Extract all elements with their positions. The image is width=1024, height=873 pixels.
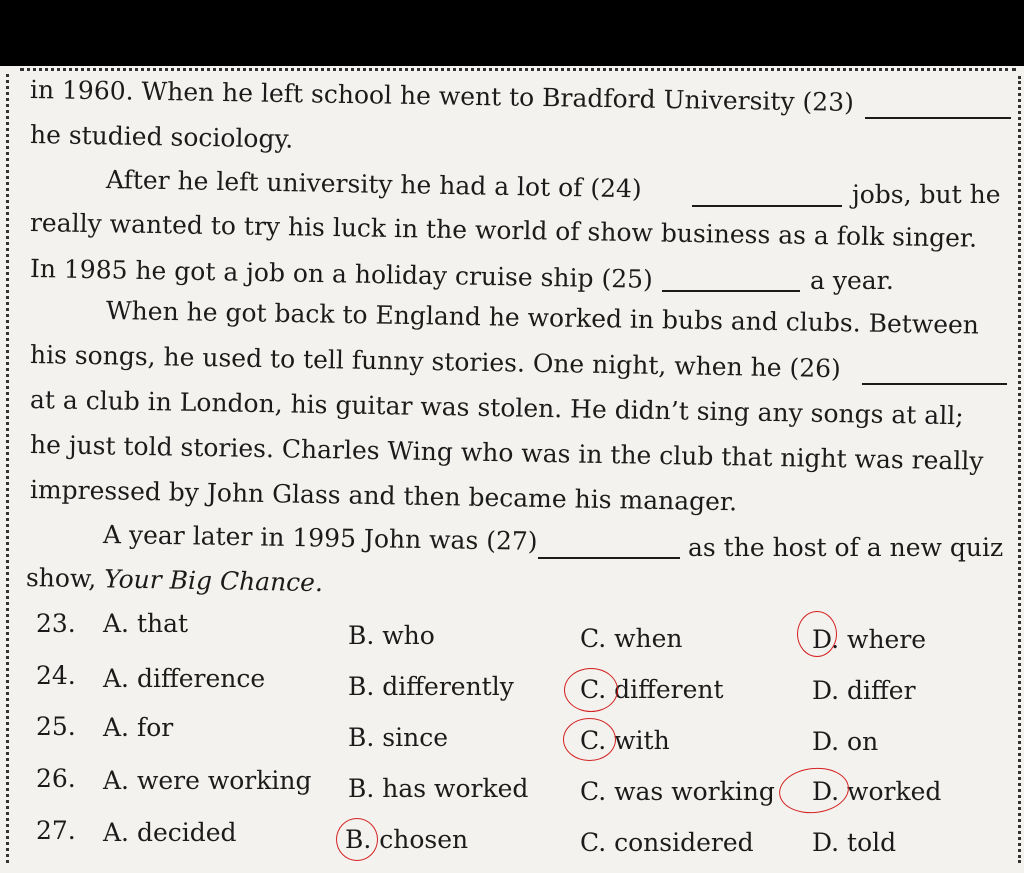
option-a[interactable]: A. for [103,713,174,742]
option-d[interactable]: D. on [812,727,879,756]
show-title: Your Big Chance. [104,564,324,598]
passage-line-11-start: A year later in 1995 John was (27) [102,520,538,556]
blank-23 [865,117,1011,119]
passage-line-9: he just told stories. Charles Wing who was in the club that night was really [29,430,984,476]
passage-line-6: When he got back to England he worked in bubs and clubs. Between [105,296,980,340]
answer-circle-25 [563,718,616,761]
blank-26 [862,383,1007,385]
passage-line-5-end: a year. [810,266,894,295]
passage-line-11-end: as the host of a new quiz [688,533,1004,562]
question-number: 24. [36,661,76,690]
passage-line-1: in 1960. When he left school he went to Bradford University (23) [29,75,855,117]
question-number: 25. [36,712,76,741]
answer-circle-23 [797,611,837,657]
option-d[interactable]: D. differ [812,676,916,705]
option-b[interactable]: B. has worked [348,774,529,803]
option-a[interactable]: A. difference [103,664,266,693]
passage-line-3-start: After he left university he had a lot of (24) [105,165,642,204]
question-number: 26. [36,764,76,793]
option-b[interactable]: B. since [348,723,448,752]
answer-circle-24 [564,668,618,712]
option-a[interactable]: A. were working [103,766,312,795]
option-d[interactable]: D. told [812,828,897,857]
blank-27 [538,557,680,559]
passage-line-5-start: In 1985 he got a job on a holiday cruise ship (25) [29,254,654,294]
passage-line-12-start: show, [25,563,105,594]
option-c[interactable]: C. with [580,726,670,755]
dotted-border-top [20,68,1016,71]
passage-line-3-end: jobs, but he [852,180,1001,209]
option-c[interactable]: C. was working [580,777,775,806]
option-b[interactable]: B. differently [348,672,514,701]
option-d[interactable]: D. where [812,625,927,654]
option-c[interactable]: C. different [580,675,724,704]
option-a[interactable]: A. decided [103,818,237,847]
passage-line-4: really wanted to try his luck in the world of show business as a folk singer. [29,208,978,253]
answer-circle-27 [336,818,378,861]
option-b[interactable]: B. who [348,621,435,650]
question-number: 27. [36,816,76,845]
dotted-border-right [1018,76,1021,863]
passage-line-10: impressed by John Glass and then became his manager. [29,475,738,517]
option-a[interactable]: A. that [103,609,189,638]
option-c[interactable]: C. considered [580,828,754,857]
option-d[interactable]: D. worked [812,777,942,806]
question-number: 23. [36,609,76,638]
dotted-border-left [6,74,9,863]
passage-line-7: his songs, he used to tell funny stories. One night, when he (26) [29,340,842,384]
option-b[interactable]: B. chosen [345,825,469,854]
option-c[interactable]: C. when [580,624,683,653]
passage-line-12 [25,563,324,598]
blank-24 [692,205,842,207]
passage-line-8: at a club in London, his guitar was stolen. He didn’t sing any songs at all; [29,385,964,431]
blank-25 [662,290,800,292]
passage-line-2: he studied sociology. [29,120,294,154]
